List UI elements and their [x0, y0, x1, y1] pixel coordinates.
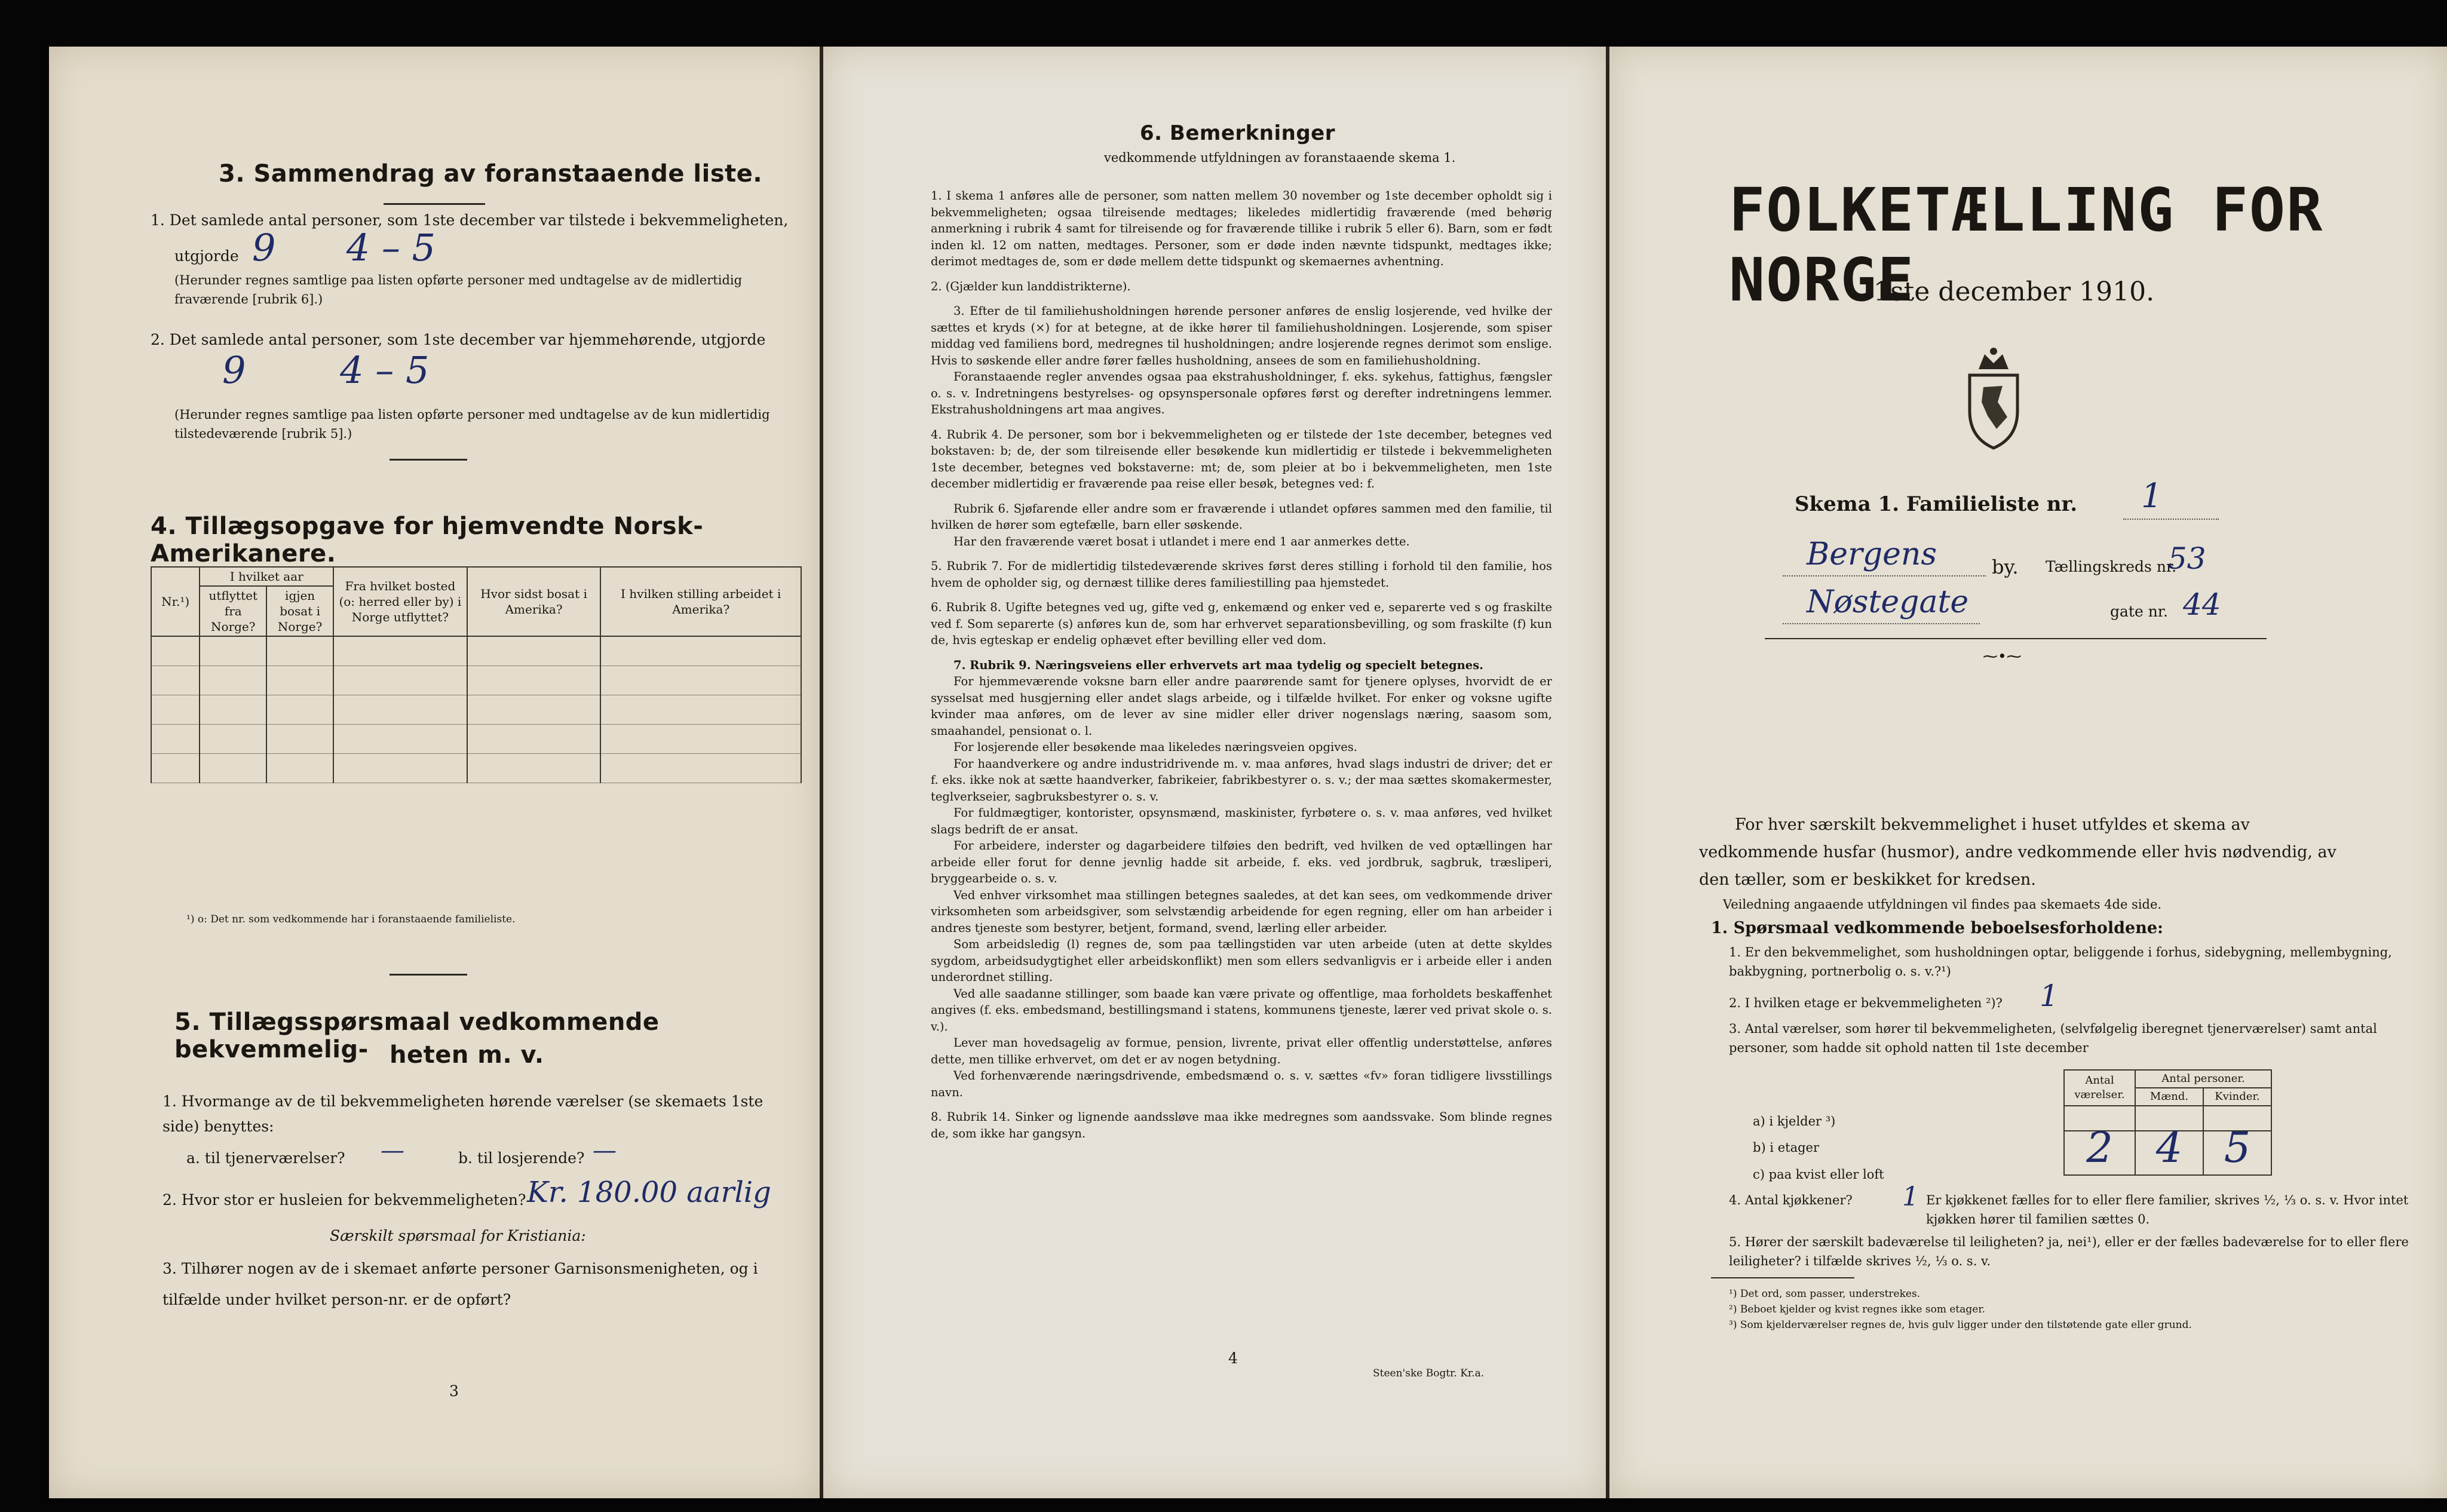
remark-8: 8. Rubrik 14. Sinker og lignende aandssløve maa ikke medregnes som aandssvake. Som blinde regnes de, som ikke har gangsyn. — [931, 1110, 1552, 1140]
women-value: 5 — [2203, 1131, 2271, 1175]
dotted-line — [1783, 623, 1980, 624]
col-nr: Nr.¹) — [151, 567, 200, 636]
remark-2: 2. (Gjælder kun landdistrikterne). — [931, 279, 1131, 293]
remark-5: 5. Rubrik 7. For de midlertidig tilstedeværende skrives først deres stilling i forhold til den familie, hos hvem de opholder sig, og dernæst tillike deres familiestilling paa hjemstedet. — [931, 559, 1552, 590]
divider — [390, 974, 467, 976]
q4: 4. Antal kjøkkener? — [1729, 1193, 1853, 1207]
q1: 1. Er den bekvemmelighet, som husholdningen optar, beliggende i forhus, sidebygning, mellembygning, bakbygning, portnerbolig o. s. v.?¹) — [1729, 945, 2392, 979]
remark-7i: Lever man hovedsagelig av formue, pension, livrente, privat eller offentlig understøttelse, anføres dette, men tillike erhvervet, om det er av nogen betydning. — [931, 1036, 1552, 1066]
familieliste-number: 1 — [2141, 477, 2163, 516]
s3-q1-utgjorde: utgjorde — [174, 247, 239, 265]
remark-7b: For losjerende eller besøkende maa likeledes næringsveien opgives. — [953, 740, 1357, 754]
rooms-value: 2 — [2064, 1131, 2135, 1175]
section-5-title-2: heten m. v. — [390, 1041, 544, 1069]
col-emigrated: utflyttet fra Norge? — [200, 586, 266, 636]
remark-7f: Ved enhver virksomhet maa stillingen betegnes saaledes, at det kan sees, om vedkommende driver virksomheten som arbeidsgiver, som selvstændig arbeidende for egen regning, eller om han arbeider i andres tjeneste som bestyrer, betjent, formand, svend, lærling eller arbeider. — [931, 888, 1552, 935]
s3-q2-text: 2. Det samlede antal personer, som 1ste december var hjemmehørende, utgjorde — [151, 331, 766, 348]
row-kjelder: a) i kjelder ³) — [1753, 1114, 1836, 1128]
census-date: 1ste december 1910. — [1873, 277, 2155, 307]
page-number: 4 — [1228, 1350, 1238, 1367]
remark-3: 3. Efter de til familiehusholdningen hørende personer anføres de enslig losjerende, ved hvilke der sættes et kryds (×) for at betegne, at de ikke hører til familiehusholdningen. Losjerende, som spiser middag ved familiens bord, medregnes til husholdningen; andre losjerende regnes derimot som enslige. Hvis to søskende eller andre fører fælles husholdning, ansees de som en familiehusholdning. — [931, 304, 1552, 367]
census-title: FOLKETÆLLING FOR NORGE — [1729, 175, 2324, 315]
s3-q1-note: (Herunder regnes samtlige paa listen opførte personer med undtagelse av de midlertidig fraværende [rubrik 6].) — [174, 273, 743, 306]
section-3-title: 3. Sammendrag av foranstaaende liste. — [219, 160, 763, 188]
col-men: Mænd. — [2135, 1088, 2203, 1106]
skema-label: Skema 1. Familieliste nr. — [1795, 492, 2078, 516]
s3-q1-text: 1. Det samlede antal personer, som 1ste december var tilstede i bekvemmeligheten, — [151, 211, 789, 229]
s5-q1b: b. til losjerende? — [458, 1149, 585, 1167]
s5-q2-handwritten: Kr. 180.00 aarlig — [527, 1176, 771, 1209]
col-work: I hvilken stilling arbeidet i Amerika? — [600, 567, 801, 636]
s3-q1-handwritten: 9 4 – 5 — [252, 226, 436, 269]
remark-6: 6. Rubrik 8. Ugifte betegnes ved ug, gifte ved g, enkemænd og enker ved e, separerte ved s og fraskilte ved f. Som separerte (s) anføres kun de, som har erhvervet separationsbevilling, og som fraskilte (f) kun de, hvis egteskap er endelig ophævet efter bevilling eller ved dom. — [931, 600, 1552, 647]
section-5-title-1: 5. Tillægsspørsmaal vedkommende bekvemmelig- — [174, 1008, 660, 1063]
q4-rest: Er kjøkkenet fælles for to eller flere familier, skrives ½, ⅓ o. s. v. Hvor intet kjøkken hører til familien sættes 0. — [1926, 1193, 2409, 1226]
q2: 2. I hvilken etage er bekvemmeligheten ²)? — [1729, 996, 2003, 1010]
page-1 — [1609, 47, 2447, 1498]
q2-handwritten: 1 — [2040, 979, 2059, 1013]
questions-heading: 1. Spørsmaal vedkommende beboelsesforholdene: — [1711, 919, 2164, 937]
coat-of-arms-icon — [1955, 345, 2032, 450]
page-number: 3 — [449, 1382, 459, 1400]
dotted-line — [2123, 519, 2219, 520]
remark-7c: For haandverkere og andre industridrivende m. v. maa anføres, hvad slags industri de driver; det er f. eks. ikke nok at sætte haandverker, fabrikeier, fabrikbestyrer o. s. v.; der maa sættes skomakermester, teglverkseier, sagbruksbestyrer o. s. v. — [931, 756, 1552, 803]
rooms-persons-table — [2063, 1069, 2272, 1176]
gate-label: gate nr. — [2110, 603, 2168, 620]
col-rooms: Antal værelser. — [2064, 1070, 2135, 1106]
by-label: by. — [1992, 556, 2019, 578]
intro-text: For hver særskilt bekvemmelighet i huset utfyldes et skema av vedkommende husfar (husmor), andre vedkommende eller hvis nødvendig, av den tæller, som er beskikket for kredsen. — [1699, 815, 2336, 889]
remark-7a: For hjemmeværende voksne barn eller andre paarørende samt for tjenere oplyses, hvorvidt de er sysselsat med husgjerning eller andet slags arbeide, og i tilfælde hvilket. For enker og voksne ugifte kvinder maa anføres, om de lever av sine midler eller driver nogenslags næring, saasom som, smaahandel, pensionat o. l. — [931, 674, 1552, 738]
col-persons: Antal personer. — [2135, 1070, 2271, 1088]
s3-q2-note: (Herunder regnes samtlige paa listen opførte personer med undtagelse av de kun midlertidig tilstedeværende [rubrik 5].) — [174, 407, 770, 441]
s3-q2-handwritten: 9 4 – 5 — [222, 348, 430, 392]
remark-7: 7. Rubrik 9. Næringsveiens eller erhvervets art maa tydelig og specielt betegnes. — [953, 658, 1483, 672]
dotted-line — [1783, 575, 1986, 576]
divider — [384, 203, 485, 205]
col-women: Kvinder. — [2203, 1088, 2271, 1106]
footnote-3: ³) Som kjelderværelser regnes de, hvis gulv ligger under den tilstøtende gate eller grund. — [1729, 1319, 2192, 1331]
remark-1: 1. I skema 1 anføres alle de personer, som natten mellem 30 november og 1ste december opholdt sig i bekvemmeligheten; ogsaa tilreisende medtages; likeledes midlertidig fraværende (med behørig anmerkning i rubrik 4 samt for tilreisende og for fraværende tillike i rubrik 5 eller 6). Barn, som er født inden kl. 12 om natten, medtages. Personer, som er døde inden nævnte tidspunkt, medtages ikke; derimot medtages de, som er døde mellem dette tidspunkt og skemaernes avhentning. — [931, 189, 1552, 268]
q3: 3. Antal værelser, som hører til bekvemmeligheten, (selvfølgelig iberegnet tjenerværelser) samt antal personer, som hadde sit ophold natten til 1ste december — [1729, 1022, 2377, 1055]
s5-q3: 3. Tilhører nogen av de i skemaet anførte personer Garnisonsmenigheten, og i tilfælde under hvilket person-nr. er de opført? — [162, 1260, 758, 1308]
q4-handwritten: 1 — [1902, 1182, 1919, 1212]
row-kvist: c) paa kvist eller loft — [1753, 1167, 1884, 1182]
remark-7d: For fuldmægtiger, kontorister, opsynsmænd, maskinister, fyrbøtere o. s. v. maa anføres, ved hvilket slags bedrift de er ansat. — [931, 806, 1552, 836]
s5-special: Særskilt spørsmaal for Kristiania: — [330, 1227, 586, 1244]
page-3 — [49, 47, 820, 1498]
city-handwritten: Bergens — [1807, 536, 1937, 572]
s5-q1a: a. til tjenerværelser? — [186, 1149, 345, 1167]
s5-q1b-handwritten: — — [593, 1137, 617, 1164]
divider — [390, 459, 467, 461]
men-value: 4 — [2135, 1131, 2203, 1175]
veiledning: Veiledning angaaende utfyldningen vil findes paa skemaets 4de side. — [1723, 897, 2162, 912]
col-from: Fra hvilket bosted (o: herred eller by) i Norge utflyttet? — [333, 567, 467, 636]
footnote-2: ²) Beboet kjelder og kvist regnes ikke som etager. — [1729, 1304, 1986, 1315]
kreds-handwritten: 53 — [2168, 541, 2206, 576]
divider — [1765, 638, 2267, 639]
col-year: I hvilket aar — [200, 567, 333, 586]
s5-q1a-handwritten: — — [381, 1137, 404, 1164]
page-4 — [823, 47, 1606, 1498]
norsk-amerikanere-table — [151, 566, 802, 783]
remarks-body — [931, 188, 1552, 1150]
s4-footnote: ¹) o: Det nr. som vedkommende har i foranstaaende familieliste. — [186, 913, 516, 925]
remark-4: 4. Rubrik 4. De personer, som bor i bekvemmeligheten og er tilstede der 1ste december, betegnes ved bokstaven: b; de, der som tilreisende eller besøkende kun midlertidig er tilstede i bekvemmeligheten 1ste december, betegnes ved bokstaverne: mt; de, som pleier at bo i bekvemmeligheten, men 1ste december midlertidig er fraværende paa reise eller besøk, betegnes ved: f. — [931, 427, 1552, 490]
remark-7h: Ved alle saadanne stillinger, som baade kan være private og offentlige, maa forholdets beskaffenhet angives (f. eks. embedsmand, bestillingsmand i statens, kommunens tjeneste, lærer ved privat skole o. s. v.). — [931, 986, 1552, 1033]
s5-q2: 2. Hvor stor er husleien for bekvemmeligheten? — [162, 1191, 526, 1209]
printer-mark: Steen'ske Bogtr. Kr.a. — [1373, 1367, 1485, 1379]
q5: 5. Hører der særskilt badeværelse til leiligheten? ja, nei¹), eller er der fælles badeværelse for to eller flere leiligheter? i tilfælde skrives ½, ⅓ o. s. v. — [1729, 1235, 2409, 1268]
remark-7g: Som arbeidsledig (l) regnes de, som paa tællingstiden var uten arbeide (uten at dette skyldes sygdom, arbeidsudygtighet eller arbeidskonflikt) men som ellers sedvanligvis er i arbeide eller i anden underordnet stilling. — [931, 937, 1552, 984]
footnote-1: ¹) Det ord, som passer, understrekes. — [1729, 1288, 1921, 1300]
section-4-title: 4. Tillægsopgave for hjemvendte Norsk-Amerikanere. — [151, 513, 704, 568]
remark-4b: Rubrik 6. Sjøfarende eller andre som er fraværende i utlandet opføres sammen med den familie, til hvilken de hører som egtefælle, barn eller søskende. — [931, 501, 1552, 532]
row-etager: b) i etager — [1753, 1140, 1819, 1155]
remark-7j: Ved forhenværende næringsdrivende, embedsmænd o. s. v. sættes «fv» foran tidligere livsstillings navn. — [931, 1069, 1552, 1099]
s5-q1: 1. Hvormange av de til bekvemmeligheten hørende værelser (se skemaets 1ste side) benyttes: — [162, 1093, 763, 1135]
ornament: ⁓•⁓ — [1983, 648, 2022, 665]
col-returned: igjen bosat i Norge? — [266, 586, 333, 636]
divider — [1711, 1277, 1854, 1278]
remark-7e: For arbeidere, inderster og dagarbeidere tilføies den bedrift, ved hvilken de ved optællingen har arbeide eller forut for denne jevnlig hadde sit arbeide, f. eks. ved jordbruk, sagbruk, træsliperi, bryggearbeide o. s. v. — [931, 839, 1552, 885]
remark-4c: Har den fraværende været bosat i utlandet i mere end 1 aar anmerkes dette. — [953, 534, 1410, 548]
remarks-title: 6. Bemerkninger — [1140, 121, 1335, 145]
gate-number-handwritten: 44 — [2183, 587, 2221, 622]
kreds-label: Tællingskreds nr. — [2046, 558, 2177, 575]
remark-3b: Foranstaaende regler anvendes ogsaa paa ekstrahusholdninger, f. eks. sykehus, fattighus, fængsler o. s. v. Indretningens bestyrelses- og opsynspersonale opføres først og derefter indretningens lemmer. Ekstrahusholdningens art maa angives. — [931, 370, 1552, 416]
remarks-subtitle: vedkommende utfyldningen av foranstaaende skema 1. — [1104, 151, 1456, 165]
col-america: Hvor sidst bosat i Amerika? — [467, 567, 601, 636]
street-handwritten: Nøstegate — [1807, 584, 1969, 620]
